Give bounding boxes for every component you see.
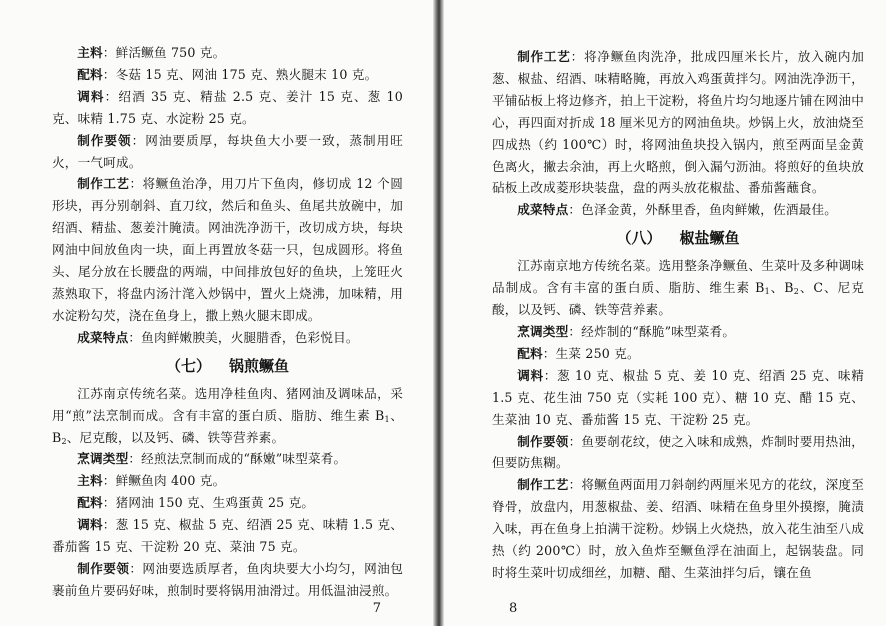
- cooking-type-label: 烹调类型: [517, 323, 569, 339]
- dish-features-text: ：鱼肉鲜嫩腴美，火腿腊香，色彩悦目。: [128, 329, 359, 345]
- dish-features-label: 成菜特点: [517, 202, 569, 218]
- main-ingredient-paragraph: [52, 470, 403, 492]
- key-points-paragraph: [52, 130, 403, 174]
- vitamin-subscript: 2: [793, 287, 800, 297]
- page-number: 8: [509, 601, 518, 616]
- vitamin-subscript: 1: [384, 414, 390, 424]
- intro-paragraph: [492, 255, 864, 321]
- book-gutter: [433, 0, 444, 626]
- recipe-heading: [492, 225, 864, 251]
- intro-text: 、尼克酸，以及钙、磷、铁等营养素。: [66, 429, 285, 445]
- seasoning-text: ：绍酒 35 克、精盐 2.5 克、姜汁 15 克、葱 10 克、味精 1.75 克、水淀粉 25 克。: [52, 88, 403, 126]
- intro-text: 、B: [52, 407, 403, 445]
- cooking-type-text: ：经炸制的“酥脆”味型菜肴。: [568, 323, 736, 339]
- key-points-paragraph: [52, 558, 403, 602]
- side-ingredient-text: ：猪网油 150 克、生鸡蛋黄 25 克。: [102, 495, 315, 511]
- dish-features-paragraph: [492, 199, 864, 221]
- process-label: 制作工艺: [517, 49, 571, 64]
- seasoning-paragraph: [492, 365, 864, 431]
- side-ingredient-label: 配料: [77, 495, 103, 511]
- side-ingredient-text: ：冬菇 15 克、网油 175 克、熟火腿末 10 克。: [102, 66, 378, 82]
- key-points-label: 制作要领: [77, 560, 130, 576]
- right-page: [444, 0, 886, 626]
- page-number: 7: [372, 601, 381, 616]
- intro-text: 、B: [769, 280, 794, 296]
- key-points-text: ：网油要质厚，每块鱼大小要一致，蒸制用旺火，一气呵成。: [52, 132, 403, 170]
- process-label: 制作工艺: [517, 477, 569, 493]
- main-ingredient-label: 主料: [77, 473, 103, 489]
- main-ingredient-text: ：鲜活鳜鱼 750 克。: [102, 45, 226, 60]
- intro-text: 江苏南京地方传统名菜。选用整条净鳜鱼、生菜叶及多种调味品制成。含有丰富的蛋白质、脂肪、维生素 B: [492, 258, 864, 296]
- side-ingredient-paragraph: [52, 492, 403, 514]
- recipe-title: 椒盐鳜鱼: [679, 229, 740, 248]
- intro-text: 、C、尼克酸，以及钙、磷、铁等营养素。: [492, 280, 865, 318]
- key-points-label: 制作要领: [517, 433, 569, 449]
- seasoning-label: 调料: [77, 88, 105, 104]
- seasoning-label: 调料: [77, 517, 103, 533]
- cooking-type-text: ：经煎法烹制而成的“酥嫩”味型菜肴。: [128, 451, 347, 467]
- intro-paragraph: [52, 383, 403, 449]
- process-text: ：将净鳜鱼肉洗净，批成四厘米长片，放入碗内加葱、椒盐、绍酒、味精略腌，再放入鸡蛋黄拌匀。网油洗净沥干，平铺砧板上将边修齐，拍上干淀粉，将鱼片均匀地逐片铺在网油中心，再四面对折成 18 厘米见方的网油鱼块。炒锅上火，放油烧至四成热（约 100℃）时，将网油鱼块投入锅内，煎至两面呈金黄色离火，撇去余油，再上火略煎，倒入漏勺沥油。将煎好的鱼块放砧板上改成菱形块装盘，盘的两头放花椒盐、番茄酱蘸食。: [492, 49, 864, 196]
- side-ingredient-label: 配料: [77, 66, 103, 82]
- key-points-text: ：鱼要剞花纹，使之入味和成熟，炸制时要用热油，但要防焦糊。: [492, 433, 864, 471]
- vitamin-subscript: 1: [764, 287, 770, 297]
- process-paragraph: [492, 46, 864, 199]
- cooking-type-paragraph: [492, 321, 864, 343]
- seasoning-paragraph: [52, 514, 403, 558]
- cooking-type-paragraph: [52, 448, 403, 470]
- seasoning-label: 调料: [517, 367, 544, 383]
- left-page: [0, 0, 433, 626]
- process-paragraph: [492, 474, 864, 584]
- seasoning-text: ：葱 15 克、椒盐 5 克、绍酒 25 克、味精 1.5 克、番茄酱 15 克、干淀粉 20 克、菜油 75 克。: [52, 517, 403, 555]
- process-text: ：将鳜鱼治净，用刀片下鱼肉，修切成 12 个圆形块，再分别剞斜、直刀纹，然后和鱼头、鱼尾共放碗中，加绍酒、精盐、葱姜汁腌渍。网油洗净沥干，改切成方块，每块网油中间放鱼肉一块，面上再置放冬菇一只，包成圆形。将鱼头、尾分放在长腰盘的两端，中间排放包好的鱼块，上笼旺火蒸熟取下，将盘内汤汁滗入炒锅中，置火上烧沸，加味精，用水淀粉勾芡，浇在鱼身上，撒上熟火腿末即成。: [52, 176, 403, 323]
- main-ingredient-paragraph: [52, 42, 403, 64]
- seasoning-text: ：葱 10 克、椒盐 5 克、姜 10 克、绍酒 25 克、味精 1.5 克、花生油 750 克（实耗 100 克）、糖 10 克、醋 15 克、生菜油 10 克、番茄酱 15 克、干淀粉 25 克。: [492, 367, 864, 427]
- key-points-text: ：网油要选质厚者，鱼肉块要大小均匀，网油包裹前鱼片要码好味，煎制时要将锅用油滑过。用低温油浸煎。: [52, 560, 403, 598]
- dish-features-label: 成菜特点: [77, 329, 129, 345]
- key-points-label: 制作要领: [77, 132, 132, 148]
- side-ingredient-label: 配料: [517, 345, 543, 361]
- key-points-paragraph: [492, 431, 864, 475]
- recipe-number: （八）: [616, 229, 662, 248]
- dish-features-text: ：色泽金黄，外酥里香，鱼肉鲜嫩，佐酒最佳。: [568, 202, 838, 218]
- main-ingredient-label: 主料: [77, 45, 103, 60]
- side-ingredient-text: ：生菜 250 克。: [542, 345, 640, 361]
- process-paragraph: [52, 173, 403, 326]
- vitamin-subscript: 2: [61, 436, 67, 446]
- process-text: ：将鳜鱼两面用刀斜剞约两厘米见方的花纹，深度至脊骨，放盘内，用葱椒盐、姜、绍酒、味精在鱼身里外摸擦，腌渍入味，再在鱼身上拍满干淀粉。炒锅上火烧热，放入花生油至八成热（约 200℃）时，放入鱼炸至鳜鱼浮在油面上，起锅装盘。同时将生菜叶切成细丝，加糖、醋、生菜油拌匀后，镶在鱼: [492, 477, 864, 580]
- side-ingredient-paragraph: [52, 64, 403, 86]
- process-label: 制作工艺: [77, 176, 130, 192]
- recipe-heading: [52, 353, 403, 379]
- side-ingredient-paragraph: [492, 343, 864, 365]
- cooking-type-label: 烹调类型: [77, 451, 129, 467]
- recipe-title: 锅煎鳜鱼: [229, 356, 290, 375]
- seasoning-paragraph: [52, 86, 403, 130]
- main-ingredient-text: ：鲜鳜鱼肉 400 克。: [102, 473, 226, 489]
- recipe-number: （七）: [165, 356, 211, 375]
- dish-features-paragraph: [52, 327, 403, 349]
- intro-text: 江苏南京传统名菜。选用净桂鱼肉、猪网油及调味品，采用“煎”法烹制而成。含有丰富的蛋白质、脂肪、维生素 B: [52, 385, 403, 423]
